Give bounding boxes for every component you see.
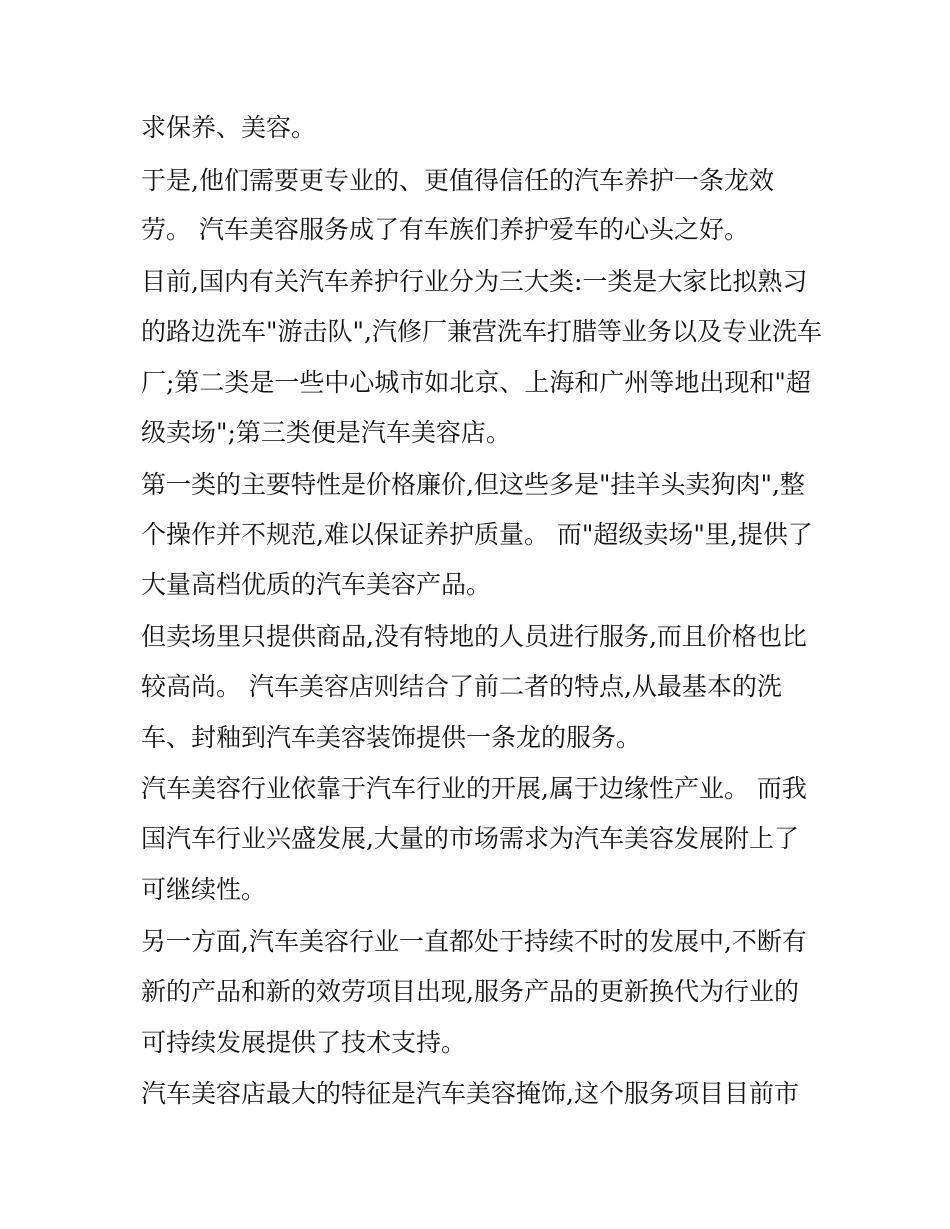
text-line: 另一方面,汽车美容行业一直都处于持续不时的发展中,不断有 [141,927,807,956]
text-line: 于是,他们需要更专业的、更值得信任的汽车养护一条龙效 [141,166,774,195]
text-line: 车、封釉到汽车美容装饰提供一条龙的服务。 [141,723,642,752]
text-line: 级卖场";第三类便是汽车美容店。 [141,418,511,447]
text-line: 但卖场里只提供商品,没有特地的人员进行服务,而且价格也比 [141,622,807,651]
text-line: 汽车美容行业依靠于汽车行业的开展,属于边缘性产业。 而我 [141,774,807,803]
text-line: 大量高档优质的汽车美容产品。 [141,570,492,599]
text-line: 厂;第二类是一些中心城市如北京、上海和广州等地出现和"超 [141,368,811,397]
text-line: 劳。 汽车美容服务成了有车族们养护爱车的心头之好。 [141,215,749,244]
text-line: 目前,国内有关汽车养护行业分为三大类:一类是大家比拟熟习 [141,267,808,296]
text-line: 求保养、美容。 [141,113,317,142]
text-line: 汽车美容店最大的特征是汽车美容掩饰,这个服务项目目前市 [141,1079,799,1108]
text-line: 新的产品和新的效劳项目出现,服务产品的更新换代为行业的 [141,977,799,1006]
text-line: 个操作并不规范,难以保证养护质量。 而"超级卖场"里,提供了 [141,520,813,549]
text-line: 可持续发展提供了技术支持。 [141,1028,467,1057]
text-line: 较高尚。 汽车美容店则结合了前二者的特点,从最基本的洗 [141,672,782,701]
text-line: 的路边洗车"游击队",汽修厂兼营洗车打腊等业务以及专业洗车 [141,317,822,346]
text-line: 第一类的主要特性是价格廉价,但这些多是"挂羊头卖狗肉",整 [141,470,805,499]
text-line: 国汽车行业兴盛发展,大量的市场需求为汽车美容发展附上了 [141,824,799,853]
text-line: 可继续性。 [141,875,267,904]
